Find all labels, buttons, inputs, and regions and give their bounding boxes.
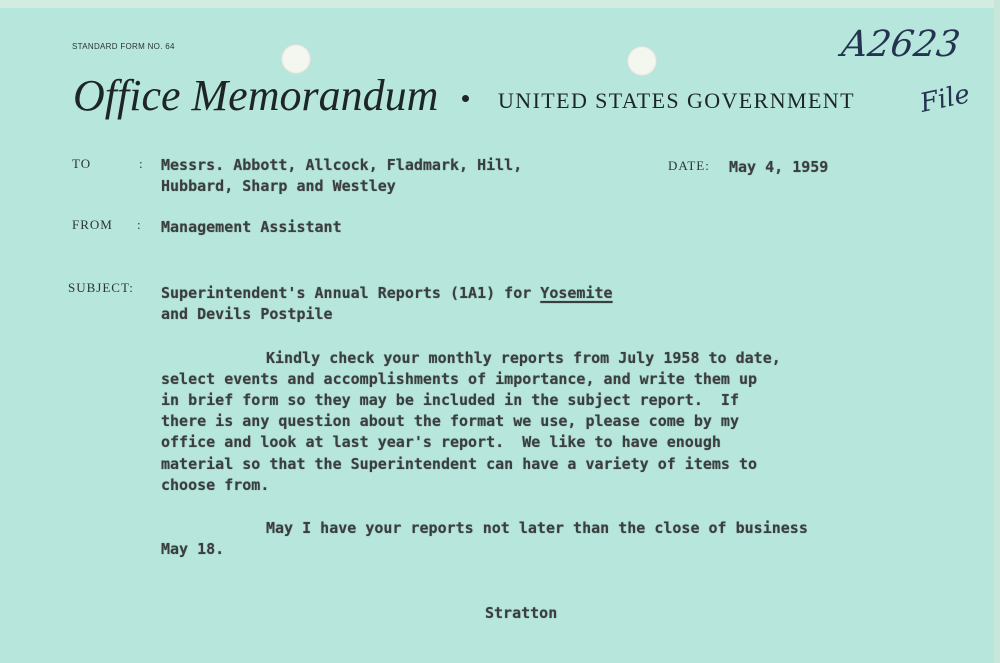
from-value: Management Assistant <box>161 218 342 236</box>
subject-label: SUBJECT: <box>68 280 134 295</box>
to-recipients-line2: Hubbard, Sharp and Westley <box>161 177 396 195</box>
signature: Stratton <box>485 604 558 622</box>
to-recipients-line1: Messrs. Abbott, Allcock, Fladmark, Hill, <box>161 156 523 174</box>
body-line-7: choose from. <box>161 476 270 494</box>
body-line-3: in brief form so they may be included in the subject report. If <box>161 391 739 409</box>
to-label: TO <box>72 156 92 171</box>
body-line-2: select events and accomplishments of importance, and write them up <box>161 370 758 388</box>
subject-underlined: Yosemite <box>540 284 613 302</box>
memo-title: Office Memorandum <box>73 71 439 120</box>
form-number: STANDARD FORM NO. 64 <box>72 42 175 51</box>
body-para2-line2: May 18. <box>161 540 225 558</box>
body-para2-line1: May I have your reports not later than the close of business <box>266 519 808 537</box>
subject-prefix: Superintendent's Annual Reports (1A1) for <box>161 284 541 302</box>
date-label: DATE: <box>668 158 710 173</box>
handwritten-file-number: A2623 <box>839 24 963 65</box>
body-line-6: material so that the Superintendent can have a variety of items to <box>161 455 758 473</box>
to-colon: : <box>139 156 143 171</box>
title-bullet-icon <box>462 95 469 102</box>
body-line-5: office and look at last year's report. We like to have enough <box>161 433 721 451</box>
subject-line2: and Devils Postpile <box>161 305 333 323</box>
government-title: UNITED STATES GOVERNMENT <box>498 88 855 113</box>
paper-right-edge <box>994 0 1000 663</box>
date-value: May 4, 1959 <box>729 158 829 176</box>
from-colon: : <box>137 217 141 232</box>
handwritten-file-note: File <box>917 79 973 119</box>
paper-top-edge <box>0 0 1000 8</box>
body-line-4: there is any question about the format we use, please come by my <box>161 412 739 430</box>
from-label: FROM <box>72 217 113 232</box>
body-line-1: Kindly check your monthly reports from July 1958 to date, <box>266 349 781 367</box>
subject-line1 <box>161 283 613 304</box>
punch-hole-right-icon <box>627 46 657 76</box>
